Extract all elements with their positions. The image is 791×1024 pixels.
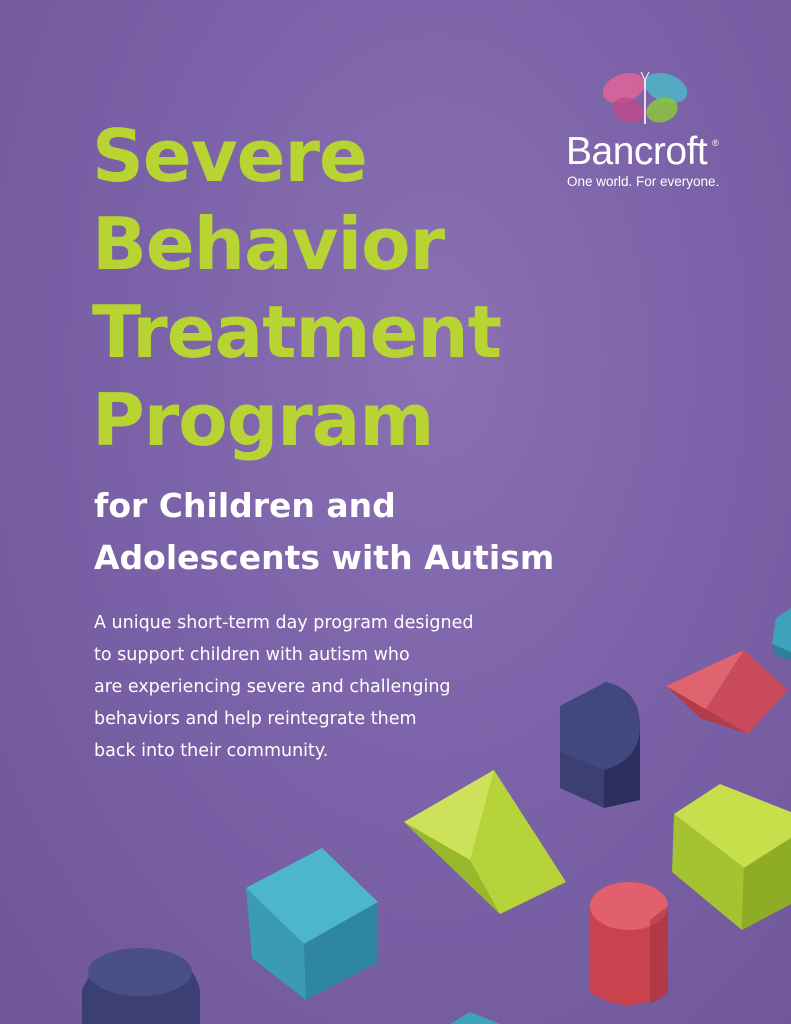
red-triangle-block [666, 650, 788, 734]
title-line: Severe [92, 114, 367, 198]
title-line: Program [92, 378, 434, 462]
logo-wordmark: Bancroft [566, 130, 708, 173]
description-line: A unique short-term day program designed [94, 613, 474, 633]
subtitle-line: for Children and [94, 486, 396, 525]
description-line: back into their community. [94, 741, 329, 761]
navy-cylinder-block [82, 948, 200, 1024]
teal-block-edge [772, 608, 791, 660]
subtitle-line: Adolescents with Autism [94, 538, 555, 577]
registered-mark: ® [712, 138, 719, 148]
teal-block-bottom [450, 1012, 500, 1024]
red-cylinder-block [590, 882, 668, 1005]
description-line: behaviors and help reintegrate them [94, 709, 417, 729]
title-line: Behavior [92, 202, 445, 286]
logo-tagline: One world. For everyone. [567, 174, 720, 189]
title-line: Treatment [92, 290, 502, 374]
navy-arch-block [560, 682, 640, 808]
description-line: to support children with autism who [94, 645, 410, 665]
teal-cube-block [246, 848, 378, 1000]
green-bar-block [672, 784, 791, 930]
green-triangle-block [404, 770, 566, 914]
description-line: are experiencing severe and challenging [94, 677, 451, 697]
